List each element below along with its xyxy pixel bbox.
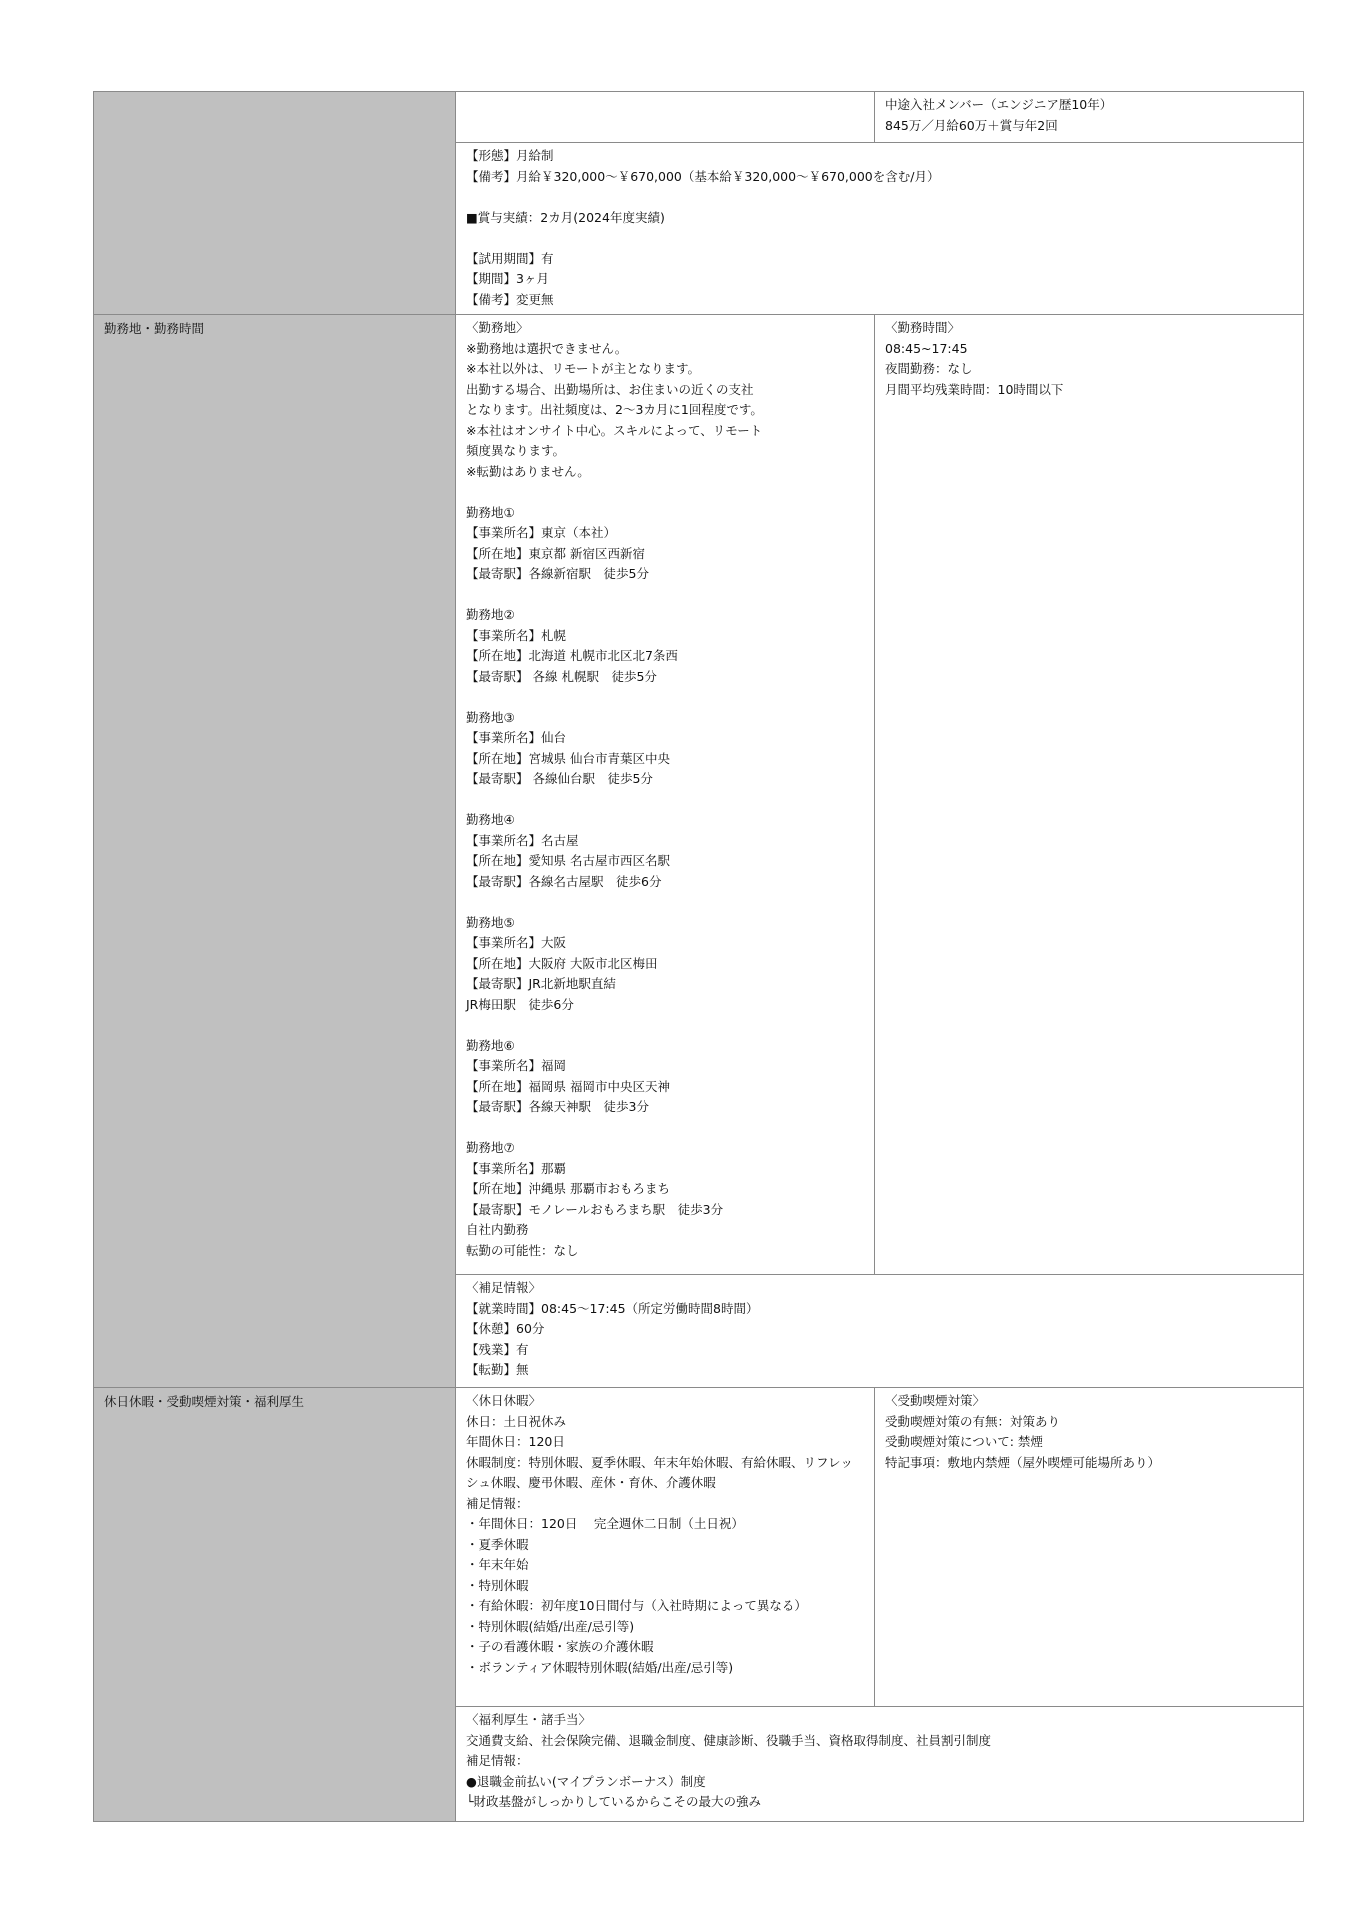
location-detail-cell	[456, 315, 875, 1275]
salary-label	[94, 92, 455, 100]
supplement-cell	[456, 1275, 1304, 1388]
empty-cell	[456, 92, 875, 143]
supplement-info: 〈補足情報〉 【就業時間】08:45～17:45（所定労働時間8時間） 【休憩】60分 【残業】有 【転勤】無	[466, 1280, 759, 1377]
salary-label-cell	[94, 92, 456, 315]
salary-example: 中途入社メンバー（エンジニア歴10年） 845万／月給60万＋賞与年2回	[885, 97, 1113, 133]
smoking-cell	[875, 1388, 1304, 1707]
location-label: 勤務地・勤務時間	[104, 321, 205, 336]
welfare: 〈福利厚生・諸手当〉 交通費支給、社会保険完備、退職金制度、健康診断、役職手当、資格取得制度、社員割引制度 補足情報： ●退職金前払い(マイプランボーナス）制度 └財政基盤がしっかりしているからこその最大の強み	[466, 1712, 992, 1809]
salary-detail: 【形態】月給制 【備考】月給￥320,000～￥670,000（基本給￥320,000～￥670,000を含む/月） ■賞与実績：2カ月(2024年度実績) 【試用期間】有 【期間】3ヶ月 【備考】変更無	[466, 148, 940, 307]
location-detail: 〈勤務地〉 ※勤務地は選択できません。 ※本社以外は、リモートが主となります。 出勤する場合、出勤場所は、お住まいの近くの支社 となります。出社頻度は、2～3カ月に1回程度です。 ※本社はオンサイト中心。スキルによって、リモート 頻度異なります。 ※転勤はありません。 勤務地① 【事業所名】東京（本社） 【所在地】東京都 新宿区西新宿 【最寄駅】各線新宿駅 徒歩5分 勤務地② 【事業所名】札幌 【所在地】北海道 札幌市北区北7条西 【最寄駅】 各線 札幌駅 徒歩5分 勤務地③ 【事業所名】仙台 【所在地】宮城県 仙台市青葉区中央 【最寄駅】 各線仙台駅 徒歩5分 勤務地④ 【事業所名】名古屋 【所在地】愛知県 名古屋市西区名駅 【最寄駅】各線名古屋駅 徒歩6分 勤務地⑤ 【事業所名】大阪 【所在地】大阪府 大阪市北区梅田 【最寄駅】JR北新地駅直結 JR梅田駅 徒歩6分 勤務地⑥ 【事業所名】福岡 【所在地】福岡県 福岡市中央区天神 【最寄駅】各線天神駅 徒歩3分 勤務地⑦ 【事業所名】那覇 【所在地】沖縄県 那覇市おもろまち 【最寄駅】モノレールおもろまち駅 徒歩3分 自社内勤務 転勤の可能性：なし	[466, 320, 763, 1258]
holiday-label-cell	[94, 1388, 456, 1822]
job-detail-table	[93, 91, 1304, 1822]
location-label-cell	[94, 315, 456, 1388]
work-hours-cell	[875, 315, 1304, 1275]
smoking-policy: 〈受動喫煙対策〉 受動喫煙対策の有無：対策あり 受動喫煙対策について: 禁煙 特記事項：敷地内禁煙（屋外喫煙可能場所あり）	[885, 1393, 1161, 1470]
holidays: 〈休日休暇〉 休日：土日祝休み 年間休日：120日 休暇制度：特別休暇、夏季休暇、年末年始休暇、有給休暇、リフレッシュ休暇、慶弔休暇、産休・育休、介護休暇 補足情報： ・年間休日：120日 完全週休二日制（土日祝） ・夏季休暇 ・年末年始 ・特別休暇 ・有給休暇：初年度10日間付与（入社時期によって異なる） ・特別休暇(結婚/出産/忌引等) ・子の看護休暇・家族の介護休暇 ・ボランティア休暇特別休暇(結婚/出産/忌引等)	[466, 1393, 853, 1675]
salary-row-1	[94, 92, 1304, 143]
work-hours: 〈勤務時間〉 08:45~17:45 夜間勤務：なし 月間平均残業時間：10時間以下	[885, 320, 1064, 397]
salary-example-cell	[875, 92, 1304, 143]
welfare-cell	[456, 1707, 1304, 1822]
holiday-row	[94, 1388, 1304, 1707]
salary-detail-cell	[456, 143, 1304, 315]
holiday-label: 休日休暇・受動喫煙対策・福利厚生	[104, 1394, 305, 1409]
holidays-cell	[456, 1388, 875, 1707]
location-row	[94, 315, 1304, 1275]
